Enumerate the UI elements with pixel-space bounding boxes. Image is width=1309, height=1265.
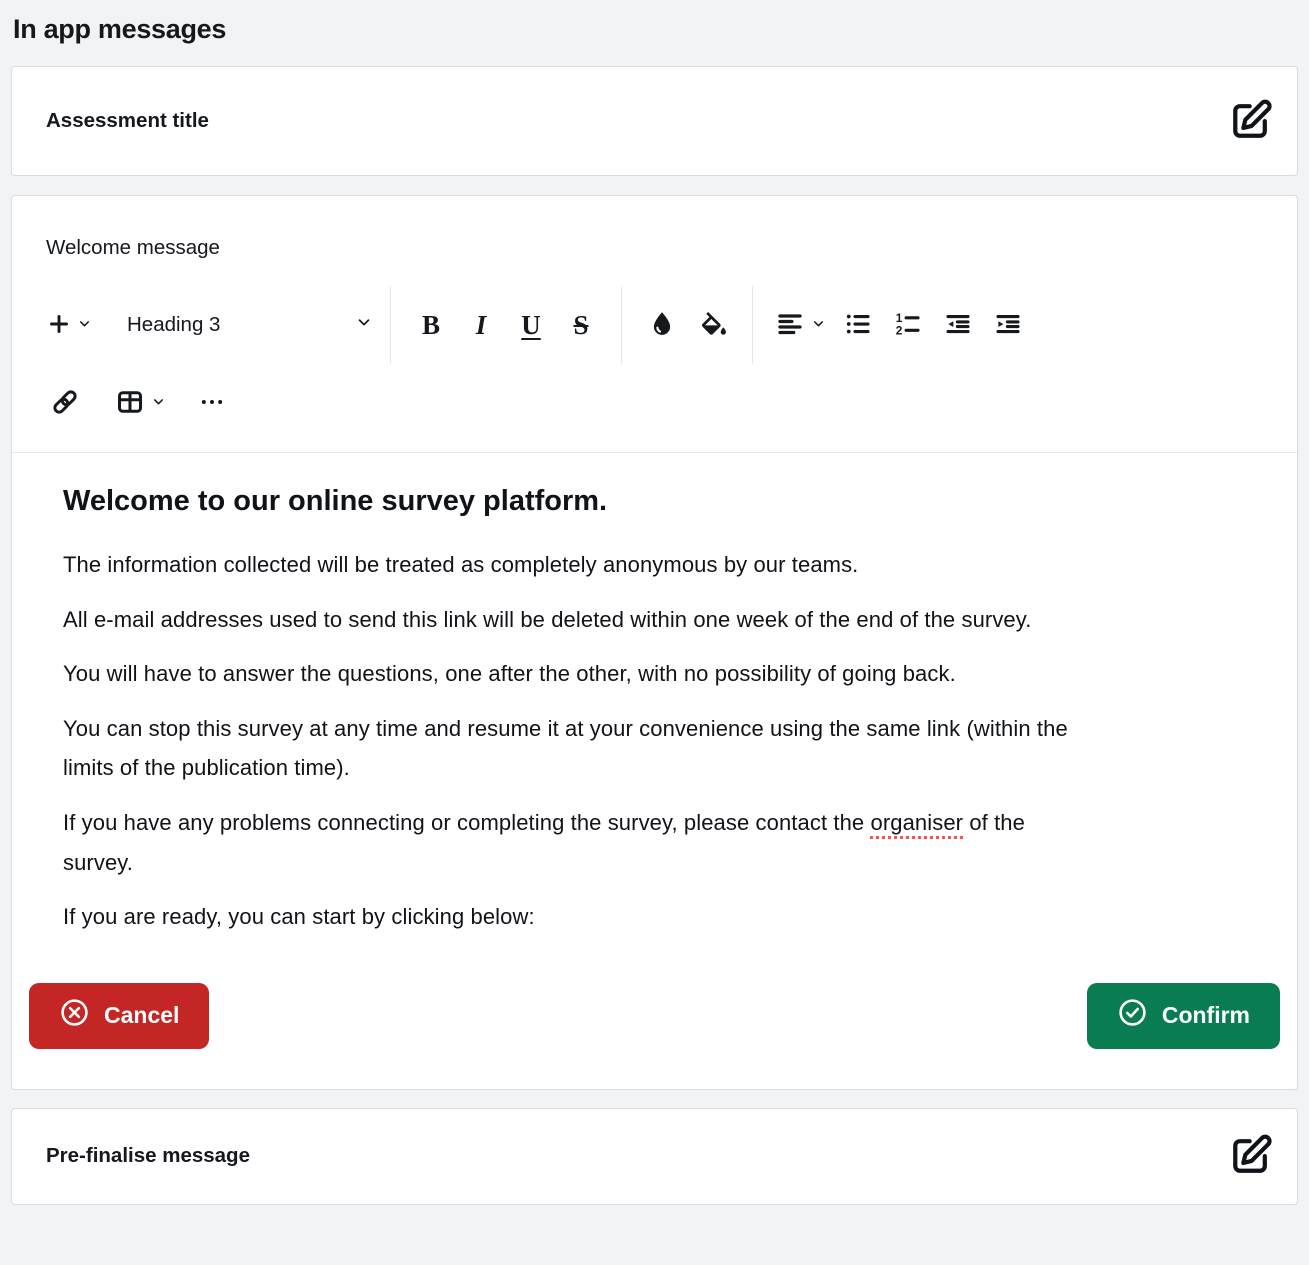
- link-button[interactable]: [40, 372, 90, 434]
- link-icon: [49, 386, 81, 421]
- text-color-icon: [647, 309, 677, 342]
- text-color-button[interactable]: [637, 294, 687, 356]
- edit-assessment-title-button[interactable]: [1227, 97, 1275, 145]
- chevron-down-icon: [355, 313, 373, 337]
- toolbar-row-2: [40, 364, 1269, 442]
- more-options-icon: [198, 388, 226, 419]
- editor-paragraph: You will have to answer the questions, one after the other, with no possibility of going back.: [63, 661, 956, 687]
- toolbar-divider: [621, 286, 622, 364]
- plus-icon: [47, 312, 71, 339]
- chevron-down-icon: [151, 394, 166, 412]
- chevron-down-icon: [77, 316, 92, 334]
- table-icon: [115, 387, 145, 420]
- strikethrough-icon: S: [573, 309, 589, 340]
- outdent-button[interactable]: [933, 294, 983, 356]
- cancel-button[interactable]: [29, 983, 209, 1049]
- prefinalise-message-card: [11, 1108, 1298, 1205]
- bullet-list-icon: [843, 309, 873, 342]
- prefinalise-message-label: Pre-finalise message: [46, 1144, 250, 1168]
- highlight-color-icon: [696, 308, 728, 343]
- editor-paragraph: The information collected will be treated as completely anonymous by our teams.: [63, 552, 859, 577]
- chevron-down-icon: [811, 316, 826, 334]
- bold-icon: B: [421, 309, 440, 340]
- editor-paragraph: You can stop this survey at any time and resume it at your convenience using the same link (within the limits of the publication time).: [63, 715, 1068, 781]
- underline-button[interactable]: [506, 294, 556, 356]
- cancel-button-label: Cancel: [104, 1002, 180, 1029]
- alignment-dropdown-button[interactable]: [768, 294, 833, 356]
- svg-text:2: 2: [895, 323, 903, 337]
- edit-icon: [1228, 97, 1274, 146]
- ordered-list-button[interactable]: [883, 294, 933, 356]
- toolbar-divider: [752, 286, 753, 364]
- outdent-icon: [943, 309, 973, 342]
- table-dropdown-button[interactable]: [108, 372, 173, 434]
- highlight-color-button[interactable]: [687, 294, 737, 356]
- heading-style-value: Heading 3: [127, 313, 221, 336]
- edit-icon: [1228, 1132, 1274, 1181]
- misspelled-word: organiser: [870, 809, 964, 835]
- editor-paragraph: If you are ready, you can start by clicking below:: [63, 904, 535, 930]
- page-title: In app messages: [13, 14, 227, 44]
- ordered-list-icon: [893, 309, 923, 342]
- insert-dropdown-button[interactable]: [40, 294, 99, 356]
- confirm-button-label: Confirm: [1161, 1002, 1250, 1029]
- confirm-button[interactable]: [1087, 983, 1280, 1049]
- toolbar-row-1: [40, 286, 1269, 364]
- strikethrough-button[interactable]: [556, 294, 606, 356]
- editor-content[interactable]: [12, 453, 1297, 937]
- italic-icon: I: [475, 309, 487, 340]
- cancel-circle-x-icon: [59, 997, 90, 1034]
- bullet-list-button[interactable]: [833, 294, 883, 356]
- edit-prefinalise-message-button[interactable]: [1227, 1132, 1275, 1180]
- indent-button[interactable]: [983, 294, 1033, 356]
- editor-toolbar: [12, 280, 1297, 453]
- indent-icon: [993, 309, 1023, 342]
- assessment-title-card: [11, 66, 1298, 176]
- editor-paragraph: If you have any problems connecting or completing the survey, please contact the organiser of the survey.: [63, 809, 1025, 875]
- bold-button[interactable]: [406, 294, 456, 356]
- heading-style-select[interactable]: [125, 294, 375, 356]
- welcome-message-card: [11, 195, 1298, 1090]
- svg-text:1: 1: [895, 310, 903, 325]
- italic-button[interactable]: [456, 294, 506, 356]
- underline-icon: U: [521, 309, 541, 340]
- editor-paragraph: All e-mail addresses used to send this link will be deleted within one week of the end of the survey.: [63, 606, 1032, 632]
- editor-actions: [12, 937, 1297, 1049]
- align-left-icon: [775, 309, 805, 342]
- confirm-check-circle-icon: [1117, 997, 1148, 1034]
- editor-heading: Welcome to our online survey platform.: [63, 485, 608, 517]
- assessment-title-label: Assessment title: [46, 109, 209, 132]
- toolbar-divider: [390, 286, 391, 364]
- more-options-button[interactable]: [187, 372, 237, 434]
- welcome-message-label: Welcome message: [46, 236, 220, 259]
